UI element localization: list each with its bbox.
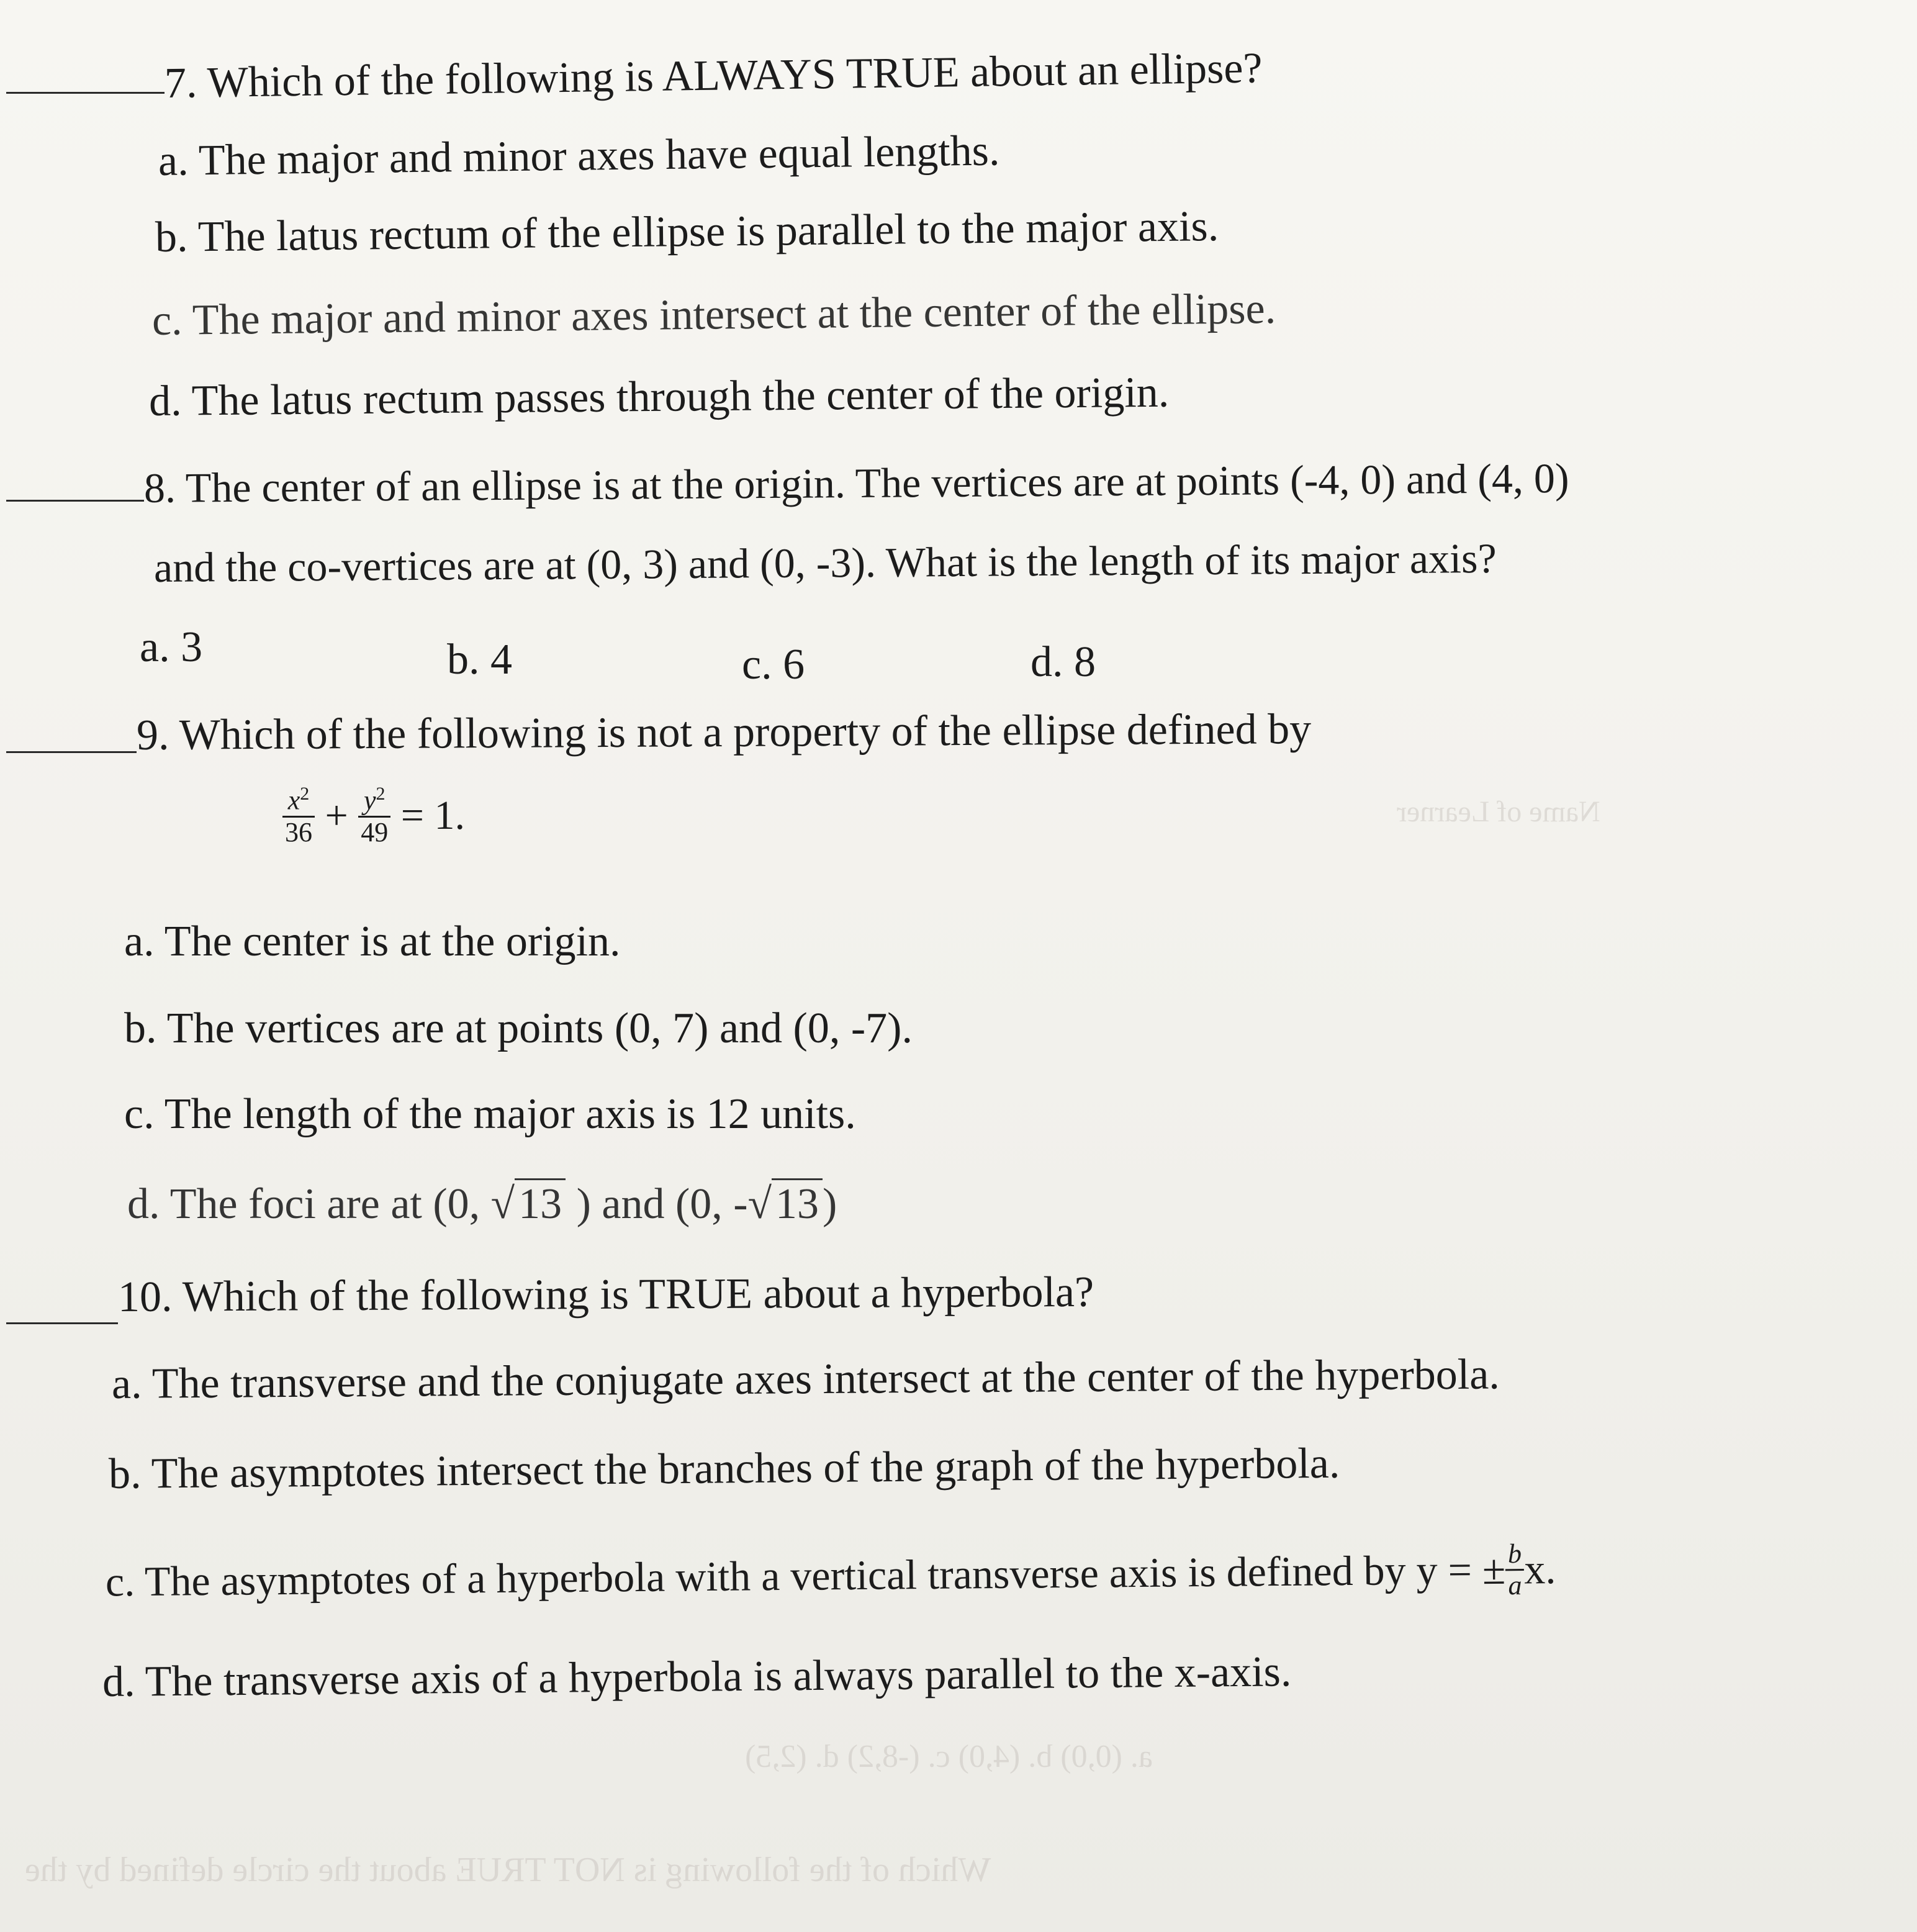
question-7-option-a: a. The major and minor axes have equal lengths. <box>158 127 1000 185</box>
equation-fraction-x: $\frac{x^2}{36}$ <box>282 783 315 847</box>
question-7-option-d: d. The latus rectum passes through the center of the origin. <box>148 368 1170 425</box>
question-10-stem: 10. Which of the following is TRUE about a hyperbola? <box>117 1268 1094 1321</box>
plus-sign: + <box>325 792 348 838</box>
bleed-through-text: Name of Learner <box>1397 795 1600 828</box>
equation-rhs: = 1. <box>400 792 465 838</box>
question-7-option-c: c. The major and minor axes intersect at the center of the ellipse. <box>151 285 1276 345</box>
question-10-option-b: b. The asymptotes intersect the branches of the graph of the hyperbola. <box>108 1439 1340 1498</box>
square-root: √13 <box>491 1183 566 1226</box>
answer-blank[interactable] <box>6 92 165 94</box>
question-9-option-b: b. The vertices are at points (0, 7) and (0, -7). <box>124 1004 913 1052</box>
answer-blank[interactable] <box>6 500 144 502</box>
bleed-through-text: Which of the following is NOT TRUE about the circle defined by the <box>25 1851 991 1889</box>
question-9-option-d: d. The foci are at (0, √13 ) and (0, -√13) <box>127 1183 837 1226</box>
question-8-option-c: c. 6 <box>742 641 805 688</box>
question-10-option-c: c. The asymptotes of a hyperbola with a vertical transverse axis is defined by y = ± $\frac{b}{a}$ x. <box>105 1538 1556 1605</box>
question-9-option-c: c. The length of the major axis is 12 units. <box>124 1090 856 1138</box>
question-8-option-d: d. 8 <box>1031 638 1096 686</box>
question-10-option-d: d. The transverse axis of a hyperbola is always parallel to the x-axis. <box>102 1648 1292 1706</box>
slope-fraction: $\frac{b}{a}$ <box>1505 1539 1525 1601</box>
bleed-through-text: a. (0,0) b. (4,0) c. (-8,2) d. (2,5) <box>745 1739 1153 1774</box>
question-9-option-a: a. The center is at the origin. <box>124 918 621 965</box>
answer-blank[interactable] <box>6 1322 118 1324</box>
question-10-option-a: a. The transverse and the conjugate axes intersect at the center of the hyperbola. <box>111 1350 1500 1408</box>
ellipse-equation <box>282 783 465 851</box>
question-8-option-b: b. 4 <box>447 636 512 684</box>
question-7-option-b: b. The latus rectum of the ellipse is parallel to the major axis. <box>155 202 1219 261</box>
equation-fraction-y: $\frac{y^2}{49}$ <box>358 783 390 847</box>
question-8-stem-line-1: 8. The center of an ellipse is at the origin. The vertices are at points (-4, 0) and (4, 0) <box>143 454 1569 512</box>
answer-blank[interactable] <box>6 751 137 753</box>
question-8-stem-line-2: and the co-vertices are at (0, 3) and (0, -3). What is the length of its major axis? <box>153 534 1497 591</box>
question-9-stem: 9. Which of the following is not a property of the ellipse defined by <box>136 705 1312 759</box>
question-8-option-a: a. 3 <box>140 623 203 671</box>
question-7-stem: 7. Which of the following is ALWAYS TRUE about an ellipse? <box>164 44 1263 107</box>
square-root: √13 <box>748 1183 823 1226</box>
